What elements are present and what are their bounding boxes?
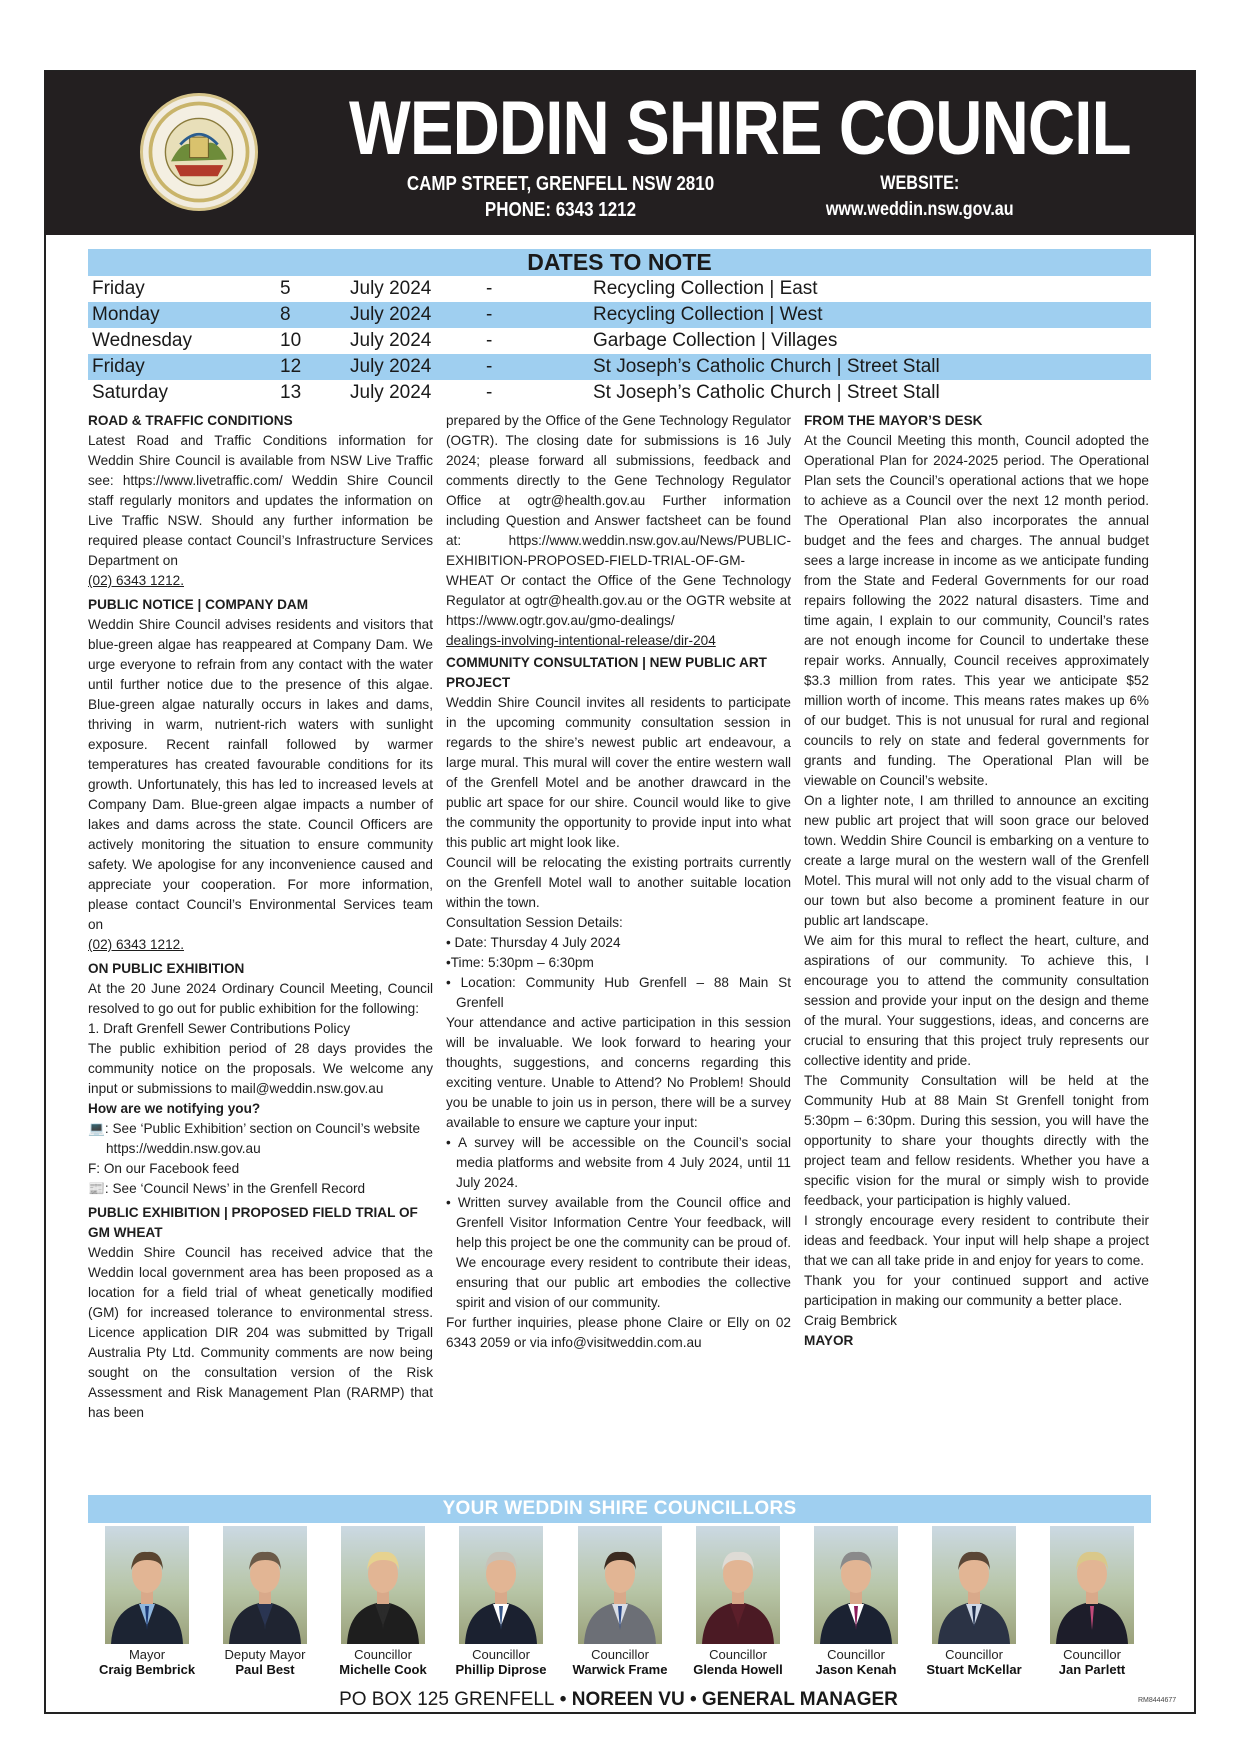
person-portrait-icon bbox=[223, 1526, 307, 1644]
column-left bbox=[88, 411, 433, 1423]
date-event: St Joseph’s Catholic Church | Street Stall bbox=[593, 356, 940, 377]
date-row bbox=[88, 354, 1151, 380]
councillor-card bbox=[323, 1526, 443, 1677]
date-separator: - bbox=[486, 304, 493, 325]
councillor-photo bbox=[105, 1526, 189, 1644]
council-seal-graphic bbox=[143, 96, 255, 208]
dam-body: Weddin Shire Council advises residents and visitors that blue-green algae has reappeared at Company Dam. We urge everyone to refrain from any contact with the water until further notice due to the presence of this algae. Blue-green algae naturally occurs in lakes and dams, thriving in warm, nutrient-rich waters with sunlight exposure. Recent rainfall followed by warmer temperatures has created favourable conditions for its growth. Unfortunately, this has led to increased levels at Company Dam. Blue-green algae impacts a number of lakes and dams across the state. Council Officers are actively monitoring the situation to ensure community safety. We apologise for any inconvenience caused and appreciate your cooperation. For more information, please contact Council’s Environmental Services team on bbox=[88, 617, 433, 932]
masthead bbox=[45, 71, 1195, 235]
gm-wheat-body: Weddin Shire Council has received advice that the Weddin local government area has been proposed as a location for a field trial of wheat genetically modified (GM) for increased tolerance to environmental stress. Licence application DIR 204 was submitted by Trigall Australia Pty Ltd. Community comments are now being sought on the consultation version of the Risk Assessment and Risk Management Plan (RARMP) that has been bbox=[88, 1245, 433, 1420]
date-month: July 2024 bbox=[350, 356, 432, 377]
councillor-name: Michelle Cook bbox=[339, 1662, 427, 1677]
councillor-role: Councillor bbox=[827, 1647, 885, 1662]
date-event: St Joseph’s Catholic Church | Street Stall bbox=[593, 382, 940, 403]
mayor-paragraph: We aim for this mural to reflect the heart, culture, and aspirations of our community. To achieve this, I encourage you to attend the community consultation session and provide your input on the design and theme of the mural. Your suggestions, ideas, and concerns are crucial to ensuring that this project truly represents our collective identity and pride. bbox=[804, 933, 1149, 1068]
councillor-name: Craig Bembrick bbox=[98, 1662, 196, 1677]
councillors-gallery bbox=[88, 1526, 1151, 1676]
councillor-card bbox=[914, 1526, 1034, 1677]
reference-number: RM8444677 bbox=[1138, 1697, 1177, 1704]
date-day: Friday bbox=[92, 356, 145, 377]
ogtr-link[interactable]: dealings-involving-intentional-release/dir-204 bbox=[446, 633, 716, 648]
council-phone: PHONE: 6343 1212 bbox=[484, 199, 637, 221]
date-day: Saturday bbox=[92, 382, 169, 403]
person-portrait-icon bbox=[696, 1526, 780, 1644]
councillor-card bbox=[205, 1526, 325, 1677]
exhibition-body: The public exhibition period of 28 days provides the community notice on the proposals. We welcome any input or submissions to mail@weddin.nsw.gov.au bbox=[88, 1041, 433, 1096]
date-month: July 2024 bbox=[350, 304, 432, 325]
councillor-name: Glenda Howell bbox=[693, 1662, 783, 1677]
mayor-signoff-title: MAYOR bbox=[804, 1333, 854, 1348]
date-day: Monday bbox=[92, 304, 160, 325]
dam-phone[interactable]: (02) 6343 1212. bbox=[88, 937, 184, 952]
consultation-time: •Time: 5:30pm – 6:30pm bbox=[446, 955, 594, 970]
date-day: Wednesday bbox=[92, 330, 192, 351]
footer-gm-name: NOREEN VU bbox=[571, 1689, 685, 1710]
footer-separator: • bbox=[554, 1689, 572, 1710]
date-day: Friday bbox=[92, 278, 145, 299]
consultation-survey-written: • Written survey available from the Council office and Grenfell Visitor Information Centre Your feedback, will help this project be one the community can be proud of. We encourage every resident to contribute their ideas, ensuring that our public art embodies the collective spirit and vision of our community. bbox=[446, 1195, 791, 1310]
councillor-role: Councillor bbox=[591, 1647, 649, 1662]
councillor-card bbox=[796, 1526, 916, 1677]
date-month: July 2024 bbox=[350, 278, 432, 299]
councillors-title: YOUR WEDDIN SHIRE COUNCILLORS bbox=[88, 1495, 1151, 1523]
exhibition-item: 1. Draft Grenfell Sewer Contributions Policy bbox=[88, 1021, 351, 1036]
date-row bbox=[88, 302, 1151, 328]
councillor-name: Phillip Diprose bbox=[455, 1662, 547, 1677]
date-event: Recycling Collection | West bbox=[593, 304, 823, 325]
consultation-survey-online: • A survey will be accessible on the Council’s social media platforms and website from 4 July 2024, until 11 July 2024. bbox=[446, 1135, 791, 1190]
councillor-photo bbox=[932, 1526, 1016, 1644]
councillor-name: Jason Kenah bbox=[815, 1662, 897, 1677]
councillor-card bbox=[441, 1526, 561, 1677]
person-portrait-icon bbox=[932, 1526, 1016, 1644]
mayor-paragraph: On a lighter note, I am thrilled to announce an exciting new public art project that will soon grace our beloved town. Weddin Shire Council is embarking on a venture to create a large mural on the western wall of the Grenfell Motel. This mural will not only add to the visual charm of our town but also become a prominent feature in our public art landscape. bbox=[804, 793, 1149, 928]
website-link[interactable]: www.weddin.nsw.gov.au bbox=[825, 199, 1014, 220]
person-portrait-icon bbox=[459, 1526, 543, 1644]
date-row bbox=[88, 380, 1151, 406]
date-number: 8 bbox=[280, 304, 291, 325]
footer bbox=[0, 1688, 1237, 1712]
date-separator: - bbox=[486, 330, 493, 351]
gm-wheat-body-continued: prepared by the Office of the Gene Technology Regulator (OGTR). The closing date for submissions is 16 July 2024; please forward all submissions, feedback and comments directly to the Gene Technology Regulator Office at ogtr@health.gov.au Further information including Question and Answer factsheet can be found at: https://www.weddin.nsw.gov.au/News/PUBLIC-EXHIBITION-PROPOSED-FIELD-TRIAL-OF-GM-WHEAT Or contact the Office of the Gene Technology Regulator at ogtr@health.gov.au or the OGTR website at https://www.ogtr.gov.au/gmo-dealings/ bbox=[446, 413, 791, 628]
mayor-paragraph: I strongly encourage every resident to contribute their ideas and feedback. Your input will help shape a project that we can all take pride in and enjoy for years to come. bbox=[804, 1213, 1149, 1268]
footer-separator: • bbox=[684, 1689, 702, 1710]
councillor-card bbox=[560, 1526, 680, 1677]
council-address-block bbox=[399, 171, 722, 223]
date-number: 5 bbox=[280, 278, 291, 299]
mayor-heading: FROM THE MAYOR’S DESK bbox=[804, 413, 983, 428]
councillor-card bbox=[678, 1526, 798, 1677]
date-number: 13 bbox=[280, 382, 302, 403]
date-number: 10 bbox=[280, 330, 302, 351]
dam-heading: PUBLIC NOTICE | COMPANY DAM bbox=[88, 597, 309, 612]
date-number: 12 bbox=[280, 356, 302, 377]
consultation-relocation: Council will be relocating the existing portraits currently on the Grenfell Motel wall to another suitable location within the town. bbox=[446, 855, 791, 910]
notify-facebook: F: On our Facebook feed bbox=[88, 1161, 240, 1176]
person-portrait-icon bbox=[578, 1526, 662, 1644]
councillor-role: Councillor bbox=[354, 1647, 412, 1662]
mayor-signoff-name: Craig Bembrick bbox=[804, 1313, 897, 1328]
mayor-paragraph: The Community Consultation will be held at the Community Hub at 88 Main St Grenfell tonight from 5:30pm – 6:30pm. During this session, you will have the opportunity to share your thoughts directly with the project team and fellow residents. Whether you have a specific vision for the mural or simply wish to provide feedback, your participation is highly valued. bbox=[804, 1073, 1149, 1208]
consultation-heading: COMMUNITY CONSULTATION | NEW PUBLIC ART PROJECT bbox=[446, 655, 767, 690]
councillor-photo bbox=[1050, 1526, 1134, 1644]
councillor-photo bbox=[696, 1526, 780, 1644]
consultation-attendance: Your attendance and active participation in this session will be invaluable. We look forward to hearing your thoughts, suggestions, and concerns regarding this exciting venture. Unable to Attend? No Problem! Should you be unable to join us in person, there will be a survey available to ensure we capture your input: bbox=[446, 1015, 791, 1130]
consultation-location: • Location: Community Hub Grenfell – 88 Main St Grenfell bbox=[446, 975, 791, 1010]
mayor-paragraph: Thank you for your continued support and active participation in making our community a better place. bbox=[804, 1273, 1149, 1308]
gm-wheat-heading: PUBLIC EXHIBITION | PROPOSED FIELD TRIAL OF GM WHEAT bbox=[88, 1205, 418, 1240]
person-portrait-icon bbox=[341, 1526, 425, 1644]
road-heading: ROAD & TRAFFIC CONDITIONS bbox=[88, 413, 293, 428]
councillor-name: Jan Parlett bbox=[1058, 1662, 1126, 1677]
road-phone[interactable]: (02) 6343 1212. bbox=[88, 573, 184, 588]
councillor-role: Councillor bbox=[709, 1647, 767, 1662]
footer-po-box: PO BOX 125 GRENFELL bbox=[339, 1689, 555, 1710]
date-event: Recycling Collection | East bbox=[593, 278, 818, 299]
council-seal-icon bbox=[140, 93, 258, 211]
road-body: Latest Road and Traffic Conditions information for Weddin Shire Council is available from NSW Live Traffic see: https://www.livetraffic.com/ Weddin Shire Council staff regularly monitors and updates the information on Live Traffic NSW. Should any further information be required please contact Council’s Infrastructure Services Department on bbox=[88, 433, 433, 568]
council-address: CAMP STREET, GRENFELL NSW 2810 bbox=[406, 173, 715, 195]
councillor-card bbox=[1032, 1526, 1152, 1677]
mayor-paragraph: At the Council Meeting this month, Council adopted the Operational Plan for 2024-2025 period. The Operational Plan sets the Council’s operational actions that we hope to achieve as a Council over the next 12 month period. The Operational Plan also incorporates the annual budget and the fees and charges. The annual budget sees a large increase in income as we anticipate funding from the State and Federal Governments for our road repairs following the 2022 natural disasters. Time and time again, I explain to our community, Council’s rates are not enough income for Council to undertake these repair works. Annually, Council receives approximately $3.3 million from rates. This year we anticipate $52 million worth of income. This means rates makes up 6% of our budget. This is not unusual for rural and regional councils to rely on state and federal governments for grants and funding. The Operational Plan will be viewable on Council’s website. bbox=[804, 433, 1149, 788]
councillor-photo bbox=[814, 1526, 898, 1644]
councillor-photo bbox=[578, 1526, 662, 1644]
consultation-details-label: Consultation Session Details: bbox=[446, 915, 623, 930]
person-portrait-icon bbox=[814, 1526, 898, 1644]
exhibition-intro: At the 20 June 2024 Ordinary Council Meeting, Council resolved to go out for public exhibition for the following: bbox=[88, 981, 433, 1016]
dates-to-note bbox=[88, 249, 1151, 406]
person-portrait-icon bbox=[105, 1526, 189, 1644]
council-website-block bbox=[805, 171, 1035, 223]
date-row bbox=[88, 276, 1151, 302]
councillor-role: Councillor bbox=[472, 1647, 530, 1662]
notify-website: 💻: See ‘Public Exhibition’ section on Council’s website https://weddin.nsw.gov.au bbox=[88, 1121, 421, 1156]
notify-heading: How are we notifying you? bbox=[88, 1101, 261, 1116]
councillor-card bbox=[87, 1526, 207, 1677]
column-right bbox=[804, 411, 1149, 1351]
consultation-intro: Weddin Shire Council invites all residents to participate in the upcoming community consultation session in regards to the shire’s newest public art endeavour, a large mural. This mural will cover the entire western wall of the Grenfell Motel and be another drawcard in the public art space for our shire. Council would like to give the community the opportunity to provide input into what this public art might look like. bbox=[446, 695, 791, 850]
date-separator: - bbox=[486, 278, 493, 299]
councillor-role: Councillor bbox=[1063, 1647, 1121, 1662]
website-label: WEBSITE: bbox=[880, 173, 960, 194]
date-month: July 2024 bbox=[350, 330, 432, 351]
council-title: WEDDIN SHIRE COUNCIL bbox=[349, 86, 1131, 171]
consultation-inquiries: For further inquiries, please phone Claire or Elly on 02 6343 2059 or via info@visitweddin.com.au bbox=[446, 1315, 791, 1350]
councillor-name: Paul Best bbox=[235, 1662, 295, 1677]
date-separator: - bbox=[486, 356, 493, 377]
person-portrait-icon bbox=[1050, 1526, 1134, 1644]
dates-title: DATES TO NOTE bbox=[88, 249, 1151, 276]
date-row bbox=[88, 328, 1151, 354]
date-separator: - bbox=[486, 382, 493, 403]
councillor-role: Mayor bbox=[128, 1647, 166, 1662]
date-event: Garbage Collection | Villages bbox=[593, 330, 838, 351]
exhibition-heading: ON PUBLIC EXHIBITION bbox=[88, 961, 245, 976]
consultation-date: • Date: Thursday 4 July 2024 bbox=[446, 935, 621, 950]
councillor-role: Councillor bbox=[945, 1647, 1003, 1662]
councillor-name: Stuart McKellar bbox=[926, 1662, 1022, 1677]
councillor-photo bbox=[223, 1526, 307, 1644]
councillor-name: Warwick Frame bbox=[572, 1662, 668, 1677]
footer-gm-title: GENERAL MANAGER bbox=[701, 1689, 898, 1710]
councillor-photo bbox=[459, 1526, 543, 1644]
councillor-photo bbox=[341, 1526, 425, 1644]
date-month: July 2024 bbox=[350, 382, 432, 403]
councillor-role: Deputy Mayor bbox=[224, 1647, 306, 1662]
column-middle bbox=[446, 411, 791, 1353]
notify-record: 📰: See ‘Council News’ in the Grenfell Record bbox=[88, 1181, 366, 1196]
